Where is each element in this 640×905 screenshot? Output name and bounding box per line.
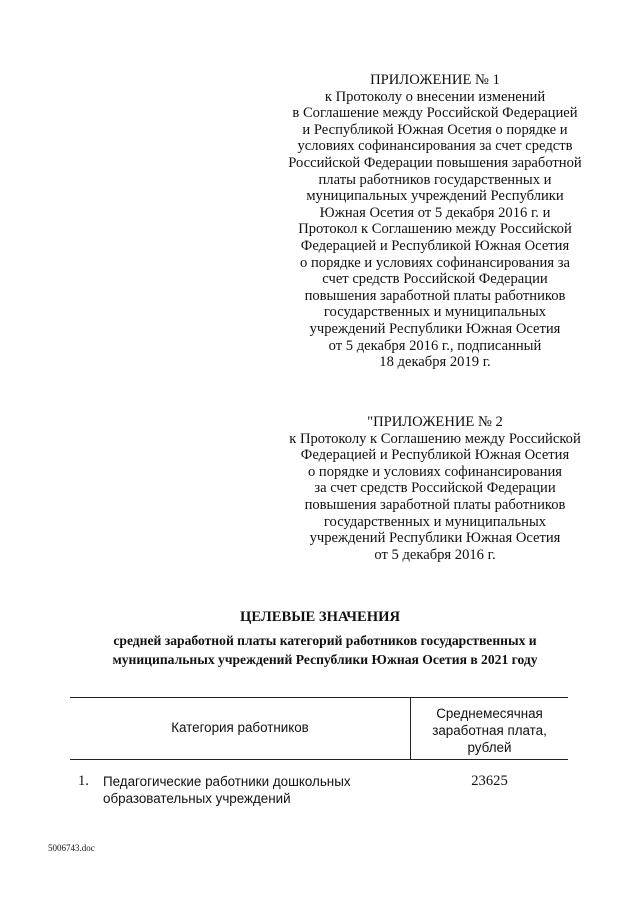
appendix-1-title: ПРИЛОЖЕНИЕ № 1	[370, 72, 500, 88]
appendix-1-line: в Соглашение между Российской Федерацией	[292, 105, 578, 122]
appendix-1-line: платы работников государственных и	[318, 171, 552, 188]
header-salary-line: заработная плата,	[432, 723, 547, 738]
row-salary-value: 23625	[471, 773, 508, 789]
appendix-1-line: и Республикой Южная Осетия о порядке и	[302, 121, 568, 138]
appendix-1-line: от 5 декабря 2016 г., подписанный	[328, 337, 542, 354]
appendix-2-line: о порядке и условиях софинансирования	[307, 463, 563, 480]
appendix-2-line: учреждений Республики Южная Осетия	[309, 530, 561, 547]
appendix-1-line: Российской Федерации повышения заработной	[288, 154, 582, 171]
header-salary-line: Среднемесячная	[436, 706, 543, 721]
subtitle-line: средней заработной платы категорий работников государственных и	[113, 633, 537, 648]
appendix-2-header	[245, 414, 625, 563]
appendix-2-title: "ПРИЛОЖЕНИЕ № 2	[367, 414, 503, 430]
appendix-2-line: государственных и муниципальных	[323, 513, 547, 530]
row-number: 1.	[78, 773, 89, 789]
row-category	[103, 773, 403, 807]
appendix-1-line: повышения заработной платы работников	[304, 287, 566, 304]
appendix-1-line: Федерацией и Республикой Южная Осетия	[300, 237, 570, 254]
table-header-border	[70, 759, 568, 760]
appendix-2-line: повышения заработной платы работников	[304, 496, 566, 513]
appendix-1-line: государственных и муниципальных	[323, 304, 547, 321]
appendix-1-line: Протокол к Соглашению между Российской	[298, 221, 572, 238]
appendix-1-header	[245, 72, 625, 371]
appendix-2-line: Федерацией и Республикой Южная Осетия	[300, 447, 570, 464]
header-salary-line: рублей	[467, 740, 512, 755]
row-category-line: образовательных учреждений	[103, 791, 291, 806]
appendix-1-line: муниципальных учреждений Республики	[306, 188, 564, 205]
appendix-1-line: к Протоколу о внесении изменений	[324, 88, 546, 105]
appendix-1-line: учреждений Республики Южная Осетия	[309, 320, 561, 337]
appendix-2-line: за счет средств Российской Федерации	[314, 480, 556, 497]
row-category-line: Педагогические работники дошкольных	[103, 774, 351, 789]
document-subtitle	[60, 631, 590, 669]
appendix-1-line: условиях софинансирования за счет средств	[297, 138, 573, 155]
appendix-2-line: от 5 декабря 2016 г.	[374, 546, 496, 563]
subtitle-line: муниципальных учреждений Республики Южная Осетия в 2021 году	[112, 652, 538, 667]
document-title: ЦЕЛЕВЫЕ ЗНАЧЕНИЯ	[239, 609, 400, 625]
header-salary	[411, 705, 568, 756]
appendix-1-line: о порядке и условиях софинансирования за	[300, 254, 570, 271]
footer-file-name: 5006743.doc	[48, 843, 95, 853]
appendix-1-line: счет средств Российской Федерации	[322, 271, 548, 288]
appendix-1-line: 18 декабря 2019 г.	[379, 354, 491, 371]
appendix-1-line: Южная Осетия от 5 декабря 2016 г. и	[319, 204, 551, 221]
header-category: Категория работников	[171, 720, 309, 735]
table-top-border	[70, 697, 568, 698]
appendix-2-line: к Протоколу к Соглашению между Российской	[289, 430, 581, 447]
